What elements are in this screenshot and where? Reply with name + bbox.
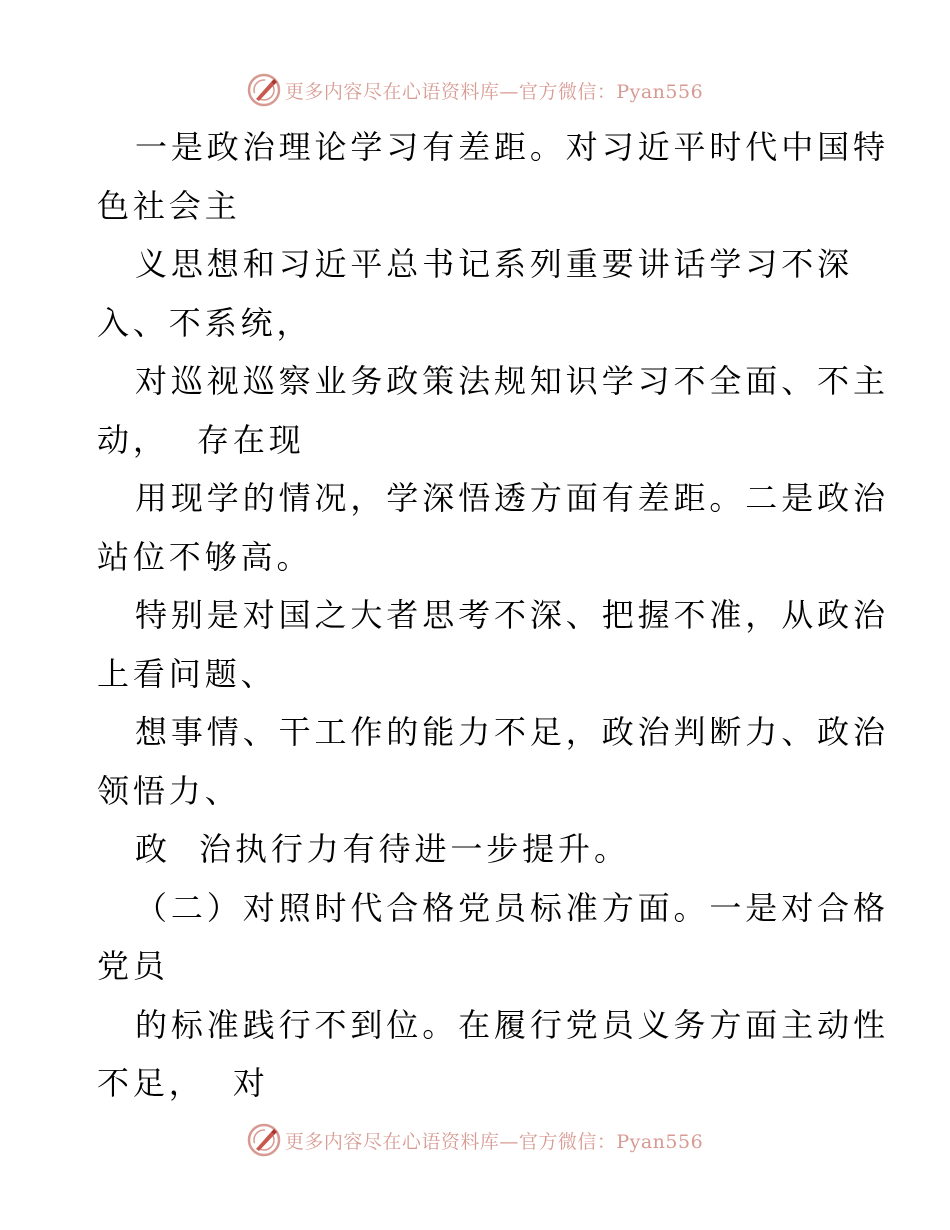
pen-logo-icon — [247, 73, 281, 107]
text-line: 的标准践行不到位。在履行党员义务方面主动性 — [135, 1005, 889, 1044]
text-line: 用现学的情况，学深悟透方面有差距。二是政治 — [135, 479, 889, 517]
text-line: 不足， 对 — [97, 1064, 269, 1102]
text-line: 领悟力、 — [97, 771, 241, 810]
text-line: 入、不系统， — [97, 303, 313, 342]
text-line: 对巡视巡察业务政策法规知识学习不全面、不主 — [135, 362, 889, 400]
text-line: 想事情、干工作的能力不足，政治判断力、政治 — [135, 713, 889, 751]
text-line: 上看问题、 — [97, 654, 277, 693]
document-body — [97, 118, 889, 1113]
text-line: 色社会主 — [97, 186, 241, 225]
text-line: 站位不够高。 — [97, 537, 313, 576]
text-line: 动， 存在现 — [97, 420, 305, 459]
watermark-footer — [0, 1122, 950, 1158]
text-line: 义思想和习近平总书记系列重要讲话学习不深 — [135, 245, 854, 283]
text-line: 党员 — [97, 947, 169, 985]
text-line: 政 治执行力有待进一步提升。 — [135, 830, 630, 868]
watermark-header — [0, 72, 950, 108]
text-line: （二）对照时代合格党员标准方面。一是对合格 — [135, 888, 889, 927]
watermark-text: 更多内容尽在心语资料库—官方微信：Pyan556 — [284, 1130, 704, 1153]
watermark-text: 更多内容尽在心语资料库—官方微信：Pyan556 — [284, 80, 704, 103]
text-line: 一是政治理论学习有差距。对习近平时代中国特 — [135, 128, 889, 166]
pen-logo-icon — [247, 1123, 281, 1157]
text-line: 特别是对国之大者思考不深、把握不准，从政治 — [135, 596, 889, 634]
